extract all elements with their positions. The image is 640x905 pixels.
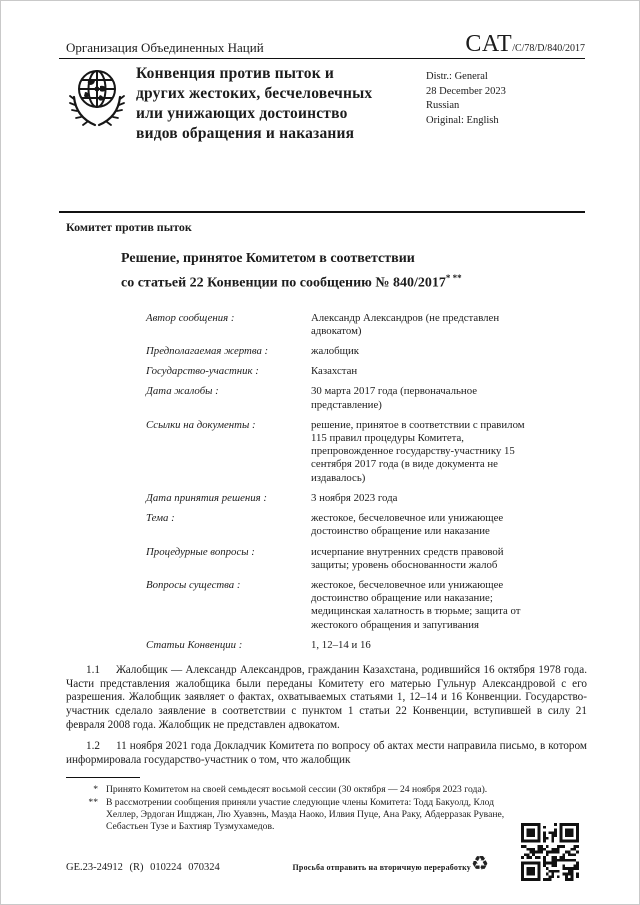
table-row [146, 419, 587, 485]
field-label: Дата жалобы : [146, 385, 219, 398]
convention-title-line: Конвенция против пыток и [136, 65, 335, 82]
un-emblem-icon [67, 63, 127, 131]
distribution-info [426, 70, 506, 128]
field-label: Процедурные вопросы : [146, 545, 255, 558]
header-rule [59, 58, 585, 59]
footnote-marker: ** [88, 797, 98, 809]
recycle-icon: ♻ [471, 851, 489, 875]
document-symbol [465, 31, 585, 58]
document-symbol-main: CAT [465, 31, 513, 57]
table-row [146, 365, 587, 378]
field-label: Предполагаемая жертва : [146, 345, 269, 358]
section-rule [59, 211, 585, 213]
footnote-text: В рассмотрении сообщения приняли участие следующие члены Комитета: Тодд Бакуолд, Клод Хеллер, Эрдоган Ишджан, Лю Хуавэнь, Маэда Наоко, Илвия Пуце, Ана Раку, Абдерразак Руване, Себастьен Тузе и Бахтияр Тузмухамедов. [106, 797, 505, 833]
org-name: Организация Объединенных Наций [66, 40, 264, 55]
language-line: Russian [426, 100, 460, 111]
field-value: решение, принятое в соответствии с правилом 115 правил процедуры Комитета, препровожденное государству-участнику 15 сентября 2017 года (в виде документа не издавалось) [311, 418, 525, 484]
date-line: 28 December 2023 [426, 85, 506, 97]
document-symbol-rest: /C/78/D/840/2017 [512, 43, 585, 54]
paragraph-text: 11 ноября 2021 года Докладчик Комитета по вопросу об актах мести направила письмо, в котором информировала государство-участник о том, что жалобщик [66, 740, 587, 767]
field-value: исчерпание внутренних средств правовой защиты; уровень обоснованности жалоб [311, 545, 504, 571]
field-label: Ссылки на документы : [146, 418, 256, 431]
decision-title [121, 250, 587, 293]
field-value: Казахстан [311, 365, 358, 378]
case-metadata-table [146, 312, 587, 652]
committee-name: Комитет против пыток [66, 220, 192, 234]
table-row [146, 579, 587, 632]
original-language-line: Original: English [426, 114, 499, 126]
table-row [146, 512, 587, 538]
footnote-separator [66, 777, 140, 778]
decision-title-line2: со статьей 22 Конвенции по сообщению № 840/2017* ** [121, 272, 462, 291]
decision-title-line1: Решение, принятое Комитетом в соответствии [121, 251, 415, 266]
footnote [66, 784, 516, 796]
field-value: 30 марта 2017 года (первоначальное представление) [311, 385, 478, 411]
footnote-marks: * ** [445, 272, 462, 283]
document-body [66, 250, 587, 835]
paragraph-number: 1.1 [86, 663, 100, 676]
table-row [146, 312, 587, 338]
convention-title-line: видов обращения и наказания [136, 125, 355, 142]
field-value: 1, 12–14 и 16 [311, 638, 371, 651]
recycle-note: Просьба отправить на вторичную переработку [292, 863, 471, 872]
table-row [146, 345, 587, 358]
convention-title-line: других жестоких, бесчеловечных [136, 85, 373, 102]
convention-title-line: или унижающих достоинство [136, 105, 348, 122]
paragraph-text: Жалобщик — Александр Александров, гражданин Казахстана, родившийся 16 октября 1978 года. Части представления жалобщика были переданы Комитету его матерью Гульнур Александровой с его разрешения. Жалобщик заявляет о фактах, охватываемых статьями 1, 12–14 и 16 Конвенции. Государство-участник сделало заявление в соответствии с пунктом 1 статьи 22 Конвенции, вступившей в силу 21 февраля 2008 года. Жалобщик не представлен адвокатом. [66, 663, 587, 731]
field-label: Государство-участник : [146, 365, 259, 378]
table-row [146, 492, 587, 505]
field-value: 3 ноября 2023 года [311, 491, 398, 504]
field-label: Автор сообщения : [146, 311, 235, 324]
distr-line: Distr.: General [426, 71, 488, 82]
document-code: GE.23-24912 (R) 010224 070324 [66, 862, 220, 873]
field-value: жалобщик [311, 345, 359, 358]
footnote-text: Принято Комитетом на своей семьдесят восьмой сессии (30 октября — 24 ноября 2023 года). [106, 783, 488, 795]
field-label: Дата принятия решения : [146, 491, 267, 504]
footnote [66, 797, 516, 834]
table-row [146, 385, 587, 411]
convention-title [136, 64, 372, 144]
field-label: Статьи Конвенции : [146, 638, 243, 651]
field-value: жестокое, бесчеловечное или унижающее достоинство обращение или наказание [311, 512, 504, 538]
field-value: жестокое, бесчеловечное или унижающее достоинство обращение или наказание; медицинская халатность в тюрьме; защита от жестокого обращения и запугивания [311, 578, 521, 631]
paragraph-1-1 [66, 664, 587, 733]
field-label: Тема : [146, 512, 175, 525]
table-row [146, 639, 587, 652]
field-value: Александр Александров (не представлен адвокатом) [311, 311, 500, 337]
paragraph-number: 1.2 [86, 740, 100, 753]
paragraph-1-2 [66, 740, 587, 767]
field-label: Вопросы существа : [146, 578, 241, 591]
table-row [146, 546, 587, 572]
footnote-marker: * [93, 783, 98, 795]
qr-code [521, 823, 579, 881]
